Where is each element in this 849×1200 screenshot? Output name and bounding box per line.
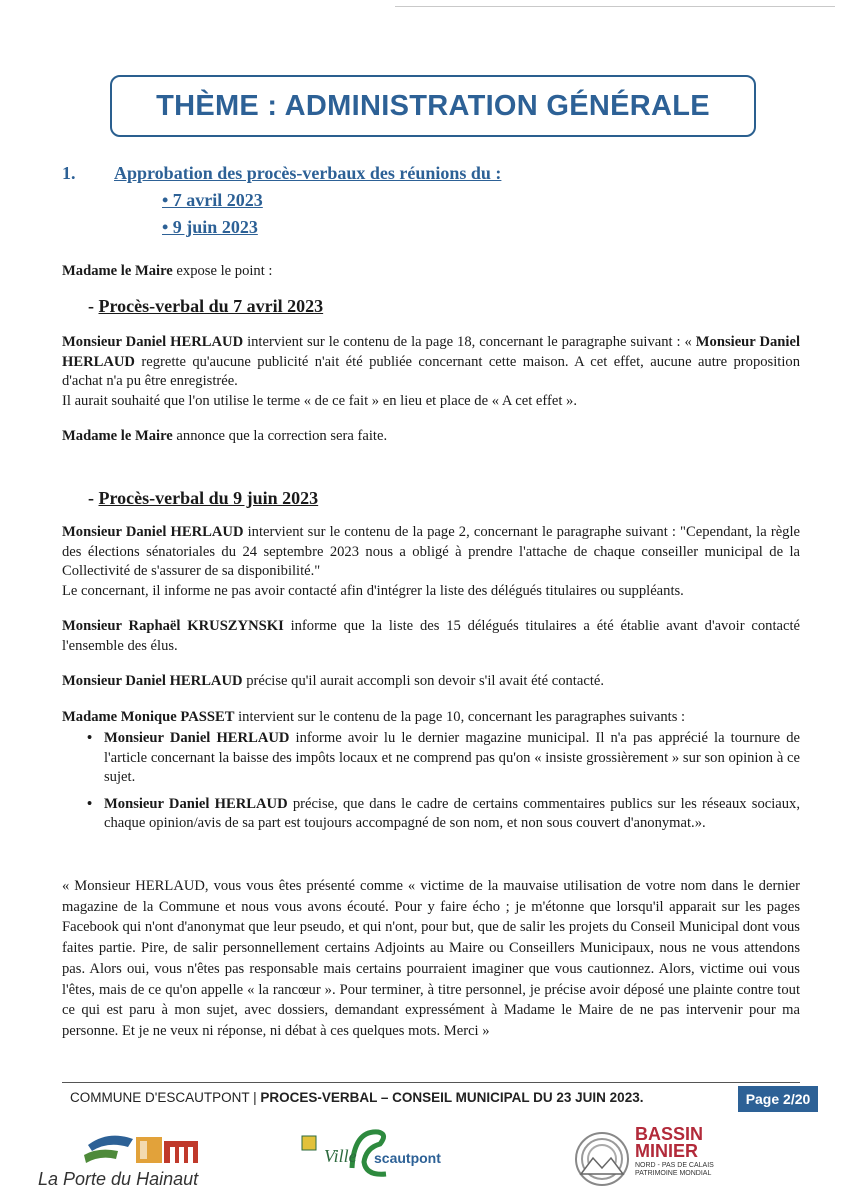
section-title: Approbation des procès-verbaux des réunions du : [114,163,502,183]
speaker-name: Monsieur Daniel HERLAUD [104,795,288,812]
footer-text: COMMUNE D'ESCAUTPONT | PROCES-VERBAL – CONSEIL MUNICIPAL DU 23 JUIN 2023. [70,1090,644,1105]
theme-title: THÈME : ADMINISTRATION GÉNÉRALE [156,89,710,122]
page-number-badge: Page 2/20 [738,1086,818,1112]
top-rule [395,6,835,7]
pv1-heading: - Procès-verbal du 7 avril 2023 [88,296,324,316]
bullet-icon: • [87,795,93,812]
speaker-name: Monsieur Daniel HERLAUD [62,334,244,350]
escautpont-logo [296,1122,456,1200]
bassin-minier-logo [573,1126,713,1196]
speaker-name: Monsieur Daniel HERLAUD [62,673,243,689]
bullet-icon: • [87,730,93,746]
speaker-name: Madame le Maire [62,263,173,279]
list-item: • Monsieur Daniel HERLAUD précise, que dans le cadre de certains commentaires publics sur les réseaux sociaux, chaque opinion/avis de sa part est toujours accompagné de son nom, et non sous couvert d'anonymat.». [87,795,800,831]
speaker-name: Monsieur Daniel HERLAUD [62,334,800,370]
speaker-name: Monsieur Daniel HERLAUD [104,730,290,746]
pv2-paragraph-1: Monsieur Daniel HERLAUD intervient sur le contenu de la page 2, concernant le paragraphe suivant : "Cependant, la règle des élections sénatoriales du 24 septembre 2023 nous a obligé à prendre l'attache de chaque conseiller municipal de la Collectivité de s'assurer de sa disponibilité." Le concernant, il informe ne pas avoir contacté afin d'intégrer la liste des délégués titulaires ou suppléants. [62,524,801,599]
section-date-2: • 9 juin 2023 [162,217,258,237]
intro-paragraph: Madame le Maire expose le point : [62,263,273,279]
bullet-list [62,729,800,841]
hainaut-emblem-icon [78,1125,208,1171]
speaker-name: Monsieur Daniel HERLAUD [62,524,244,540]
pv2-heading: - Procès-verbal du 9 juin 2023 [88,488,319,508]
theme-title-box [110,75,756,137]
bassin-minier-name: BASSIN MINIER [635,1124,704,1161]
pv2-paragraph-4: Madame Monique PASSET intervient sur le contenu de la page 10, concernant les paragraphes suivants : [62,709,686,725]
footer-rule [62,1082,800,1083]
section-number: 1. [62,163,76,183]
list-item: • Monsieur Daniel HERLAUD informe avoir lu le dernier magazine municipal. Il n'a pas apprécié la tournure de l'article concernant la baisse des impôts locaux et ne comprend pas qu'on « insiste grossièrement » sur son opinion à ce sujet. [87,730,800,785]
pv1-paragraph-1: Monsieur Daniel HERLAUD intervient sur le contenu de la page 18, concernant le paragraphe suivant : « Monsieur Daniel HERLAUD regrette qu'aucune publicité n'ait été publiée concernant cette maison. A cet effet, aucune autre proposition d'achat n'a pu être enregistrée. Il aurait souhaité que l'on utilise le terme « de ce fait » en lieu et place de « A cet effet ». [62,334,800,409]
pv2-paragraph-2: Monsieur Raphaël KRUSZYNSKI informe que la liste des 15 délégués titulaires a été établie avant d'avoir contacté l'ensemble des élus. [62,618,800,654]
bassin-minier-emblem-icon [573,1130,631,1188]
escautpont-text: scautpont [374,1150,441,1166]
section-date-1: • 7 avril 2023 [162,190,263,210]
bassin-minier-subtitle: NORD - PAS DE CALAIS PATRIMOINE MONDIAL [635,1162,714,1177]
porte-du-hainaut-logo [38,1125,218,1195]
quote-paragraph: « Monsieur HERLAUD, vous vous êtes présenté comme « victime de la mauvaise utilisation de votre nom dans le dernier magazine de la Commune et nous vous avons écouté. Pour y faire écho ; je m'étonne que lorsqu'il apparait sur les pages Facebook qui n'ont d'anonymat que leur pseudo, et qui n'ont, pour but, que de salir les projets du Conseil Municipal dont vous faites partie. Pire, de salir personnellement certains Adjoints au Maire ou Conseillers Municipaux, nous ne vous attendons pas. Alors oui, vous n'êtes pas responsable mais certains pourraient imaginer que vous cautionnez. Alors, victime oui vous l'êtes, mais de ce qu'on appelle « la rancœur ». Pour terminer, à titre personnel, je précise avoir déposé une plainte contre tout ce qui est paru à mon sujet, avec dossiers, demandant expressément à Madame le Maire de ne pas intervenir pour ma personne. Et je ne veux ni réponse, ni débat à ces quelques mots. Merci » [62,878,800,1039]
ville-text: Ville [324,1146,357,1166]
speaker-name: Monsieur Raphaël KRUSZYNSKI [62,618,284,634]
hainaut-logo-text: La Porte du Hainaut [38,1169,199,1189]
pv2-paragraph-3: Monsieur Daniel HERLAUD précise qu'il aurait accompli son devoir s'il avait été contacté. [62,673,604,689]
speaker-name: Madame Monique PASSET [62,709,235,725]
pv1-paragraph-2: Madame le Maire annonce que la correction sera faite. [62,428,388,444]
speaker-name: Madame le Maire [62,428,173,444]
